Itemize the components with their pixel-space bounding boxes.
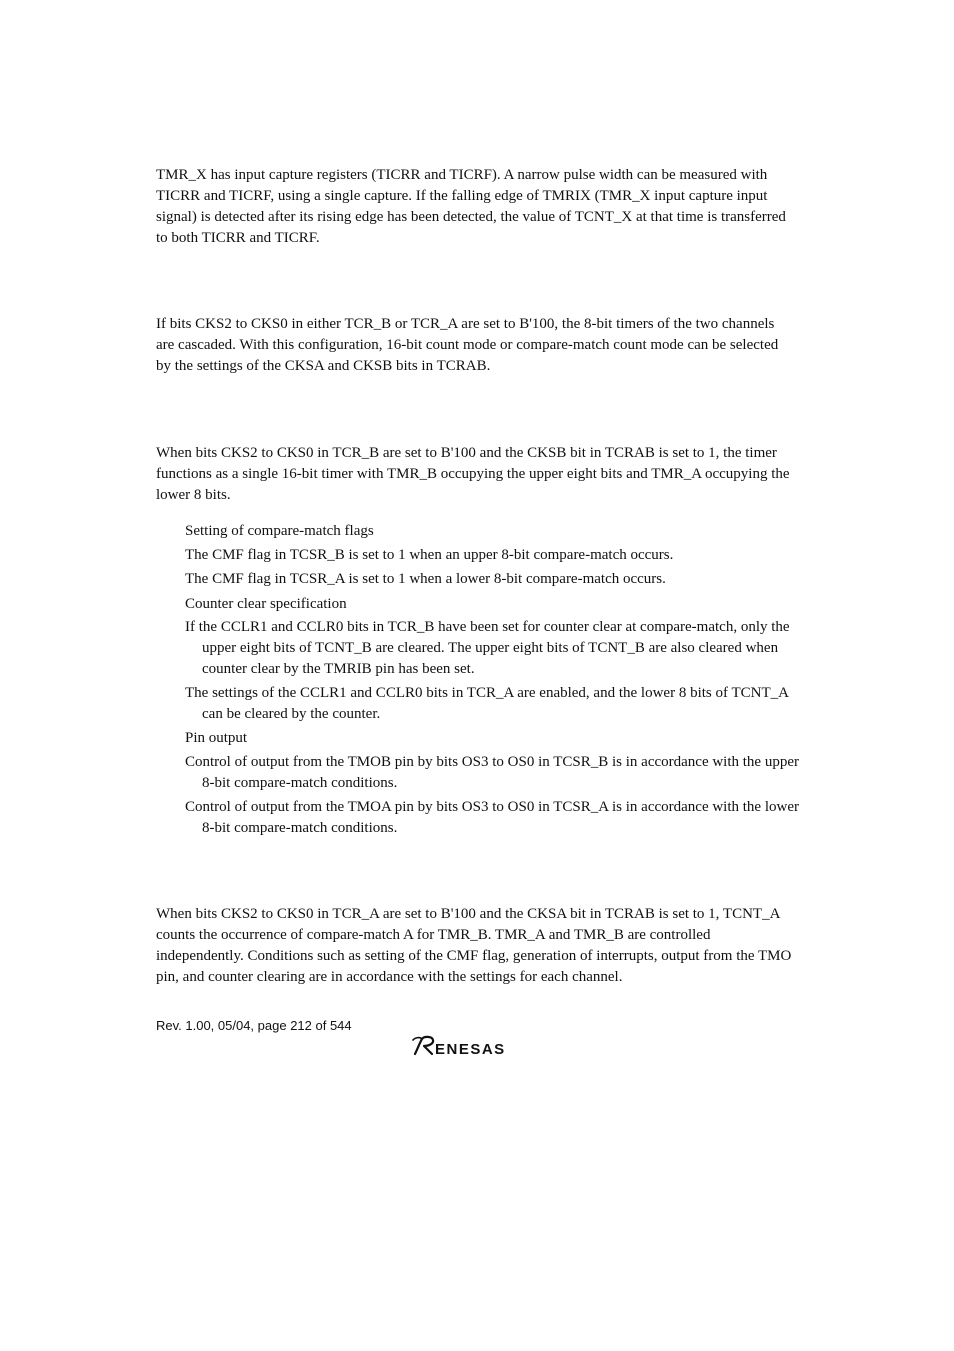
paragraph-16bit-count-mode: When bits CKS2 to CKS0 in TCR_B are set to B'100 and the CKSB bit in TCRAB is set to 1, the timer functions as a single 16-bit timer with TMR_B occupying the upper eight bits and TMR_A occupying the lower 8 bits. (156, 445, 790, 503)
paragraph-compare-match-count-mode: When bits CKS2 to CKS0 in TCR_A are set to B'100 and the CKSA bit in TCRAB is set to 1, TCNT_A counts the occurrence of compare-match A for TMR_B. TMR_A and TMR_B are controlled independently. Conditions such as setting of the CMF flag, generation of interrupts, output from the TMO pin, and counter clearing are in accordance with the settings for each channel. (156, 906, 792, 985)
list-item: Control of output from the TMOA pin by bits OS3 to OS0 in TCSR_A is in accordance with the lower 8-bit compare-match conditions. (185, 799, 799, 836)
paragraph-input-capture: TMR_X has input capture registers (TICRR and TICRF). A narrow pulse width can be measured with TICRR and TICRF, using a single capture. If the falling edge of TMRIX (TMR_X input capture input signal) is detected after its rising edge has been detected, the value of TCNT_X at that time is transferred to both TICRR and TICRF. (156, 167, 786, 246)
list-item: The CMF flag in TCSR_A is set to 1 when a lower 8-bit compare-match occurs. (185, 571, 666, 587)
renesas-logo (412, 1034, 536, 1058)
list-item: If the CCLR1 and CCLR0 bits in TCR_B have been set for counter clear at compare-match, only the upper eight bits of TCNT_B are cleared. The upper eight bits of TCNT_B are also cleared when counter clear by the TMRIB pin has been set. (185, 619, 790, 677)
list-heading-pin-output: Pin output (185, 730, 248, 746)
list-item: The CMF flag in TCSR_B is set to 1 when an upper 8-bit compare-match occurs. (185, 547, 674, 563)
list-heading-counter-clear: Counter clear specification (185, 596, 347, 612)
list-item: Control of output from the TMOB pin by bits OS3 to OS0 in TCSR_B is in accordance with the upper 8-bit compare-match conditions. (185, 754, 799, 791)
paragraph-cascaded-connection: If bits CKS2 to CKS0 in either TCR_B or TCR_A are set to B'100, the 8-bit timers of the two channels are cascaded. With this configuration, 16-bit count mode or compare-match count mode can be selected by the settings of the CKSA and CKSB bits in TCRAB. (156, 316, 779, 374)
list-heading-compare-match-flags: Setting of compare-match flags (185, 523, 374, 539)
page-footer-info: Rev. 1.00, 05/04, page 212 of 544 (156, 1018, 352, 1033)
list-item: The settings of the CCLR1 and CCLR0 bits in TCR_A are enabled, and the lower 8 bits of TCNT_A can be cleared by the counter. (185, 685, 789, 722)
svg-text:ENESAS: ENESAS (435, 1041, 506, 1058)
